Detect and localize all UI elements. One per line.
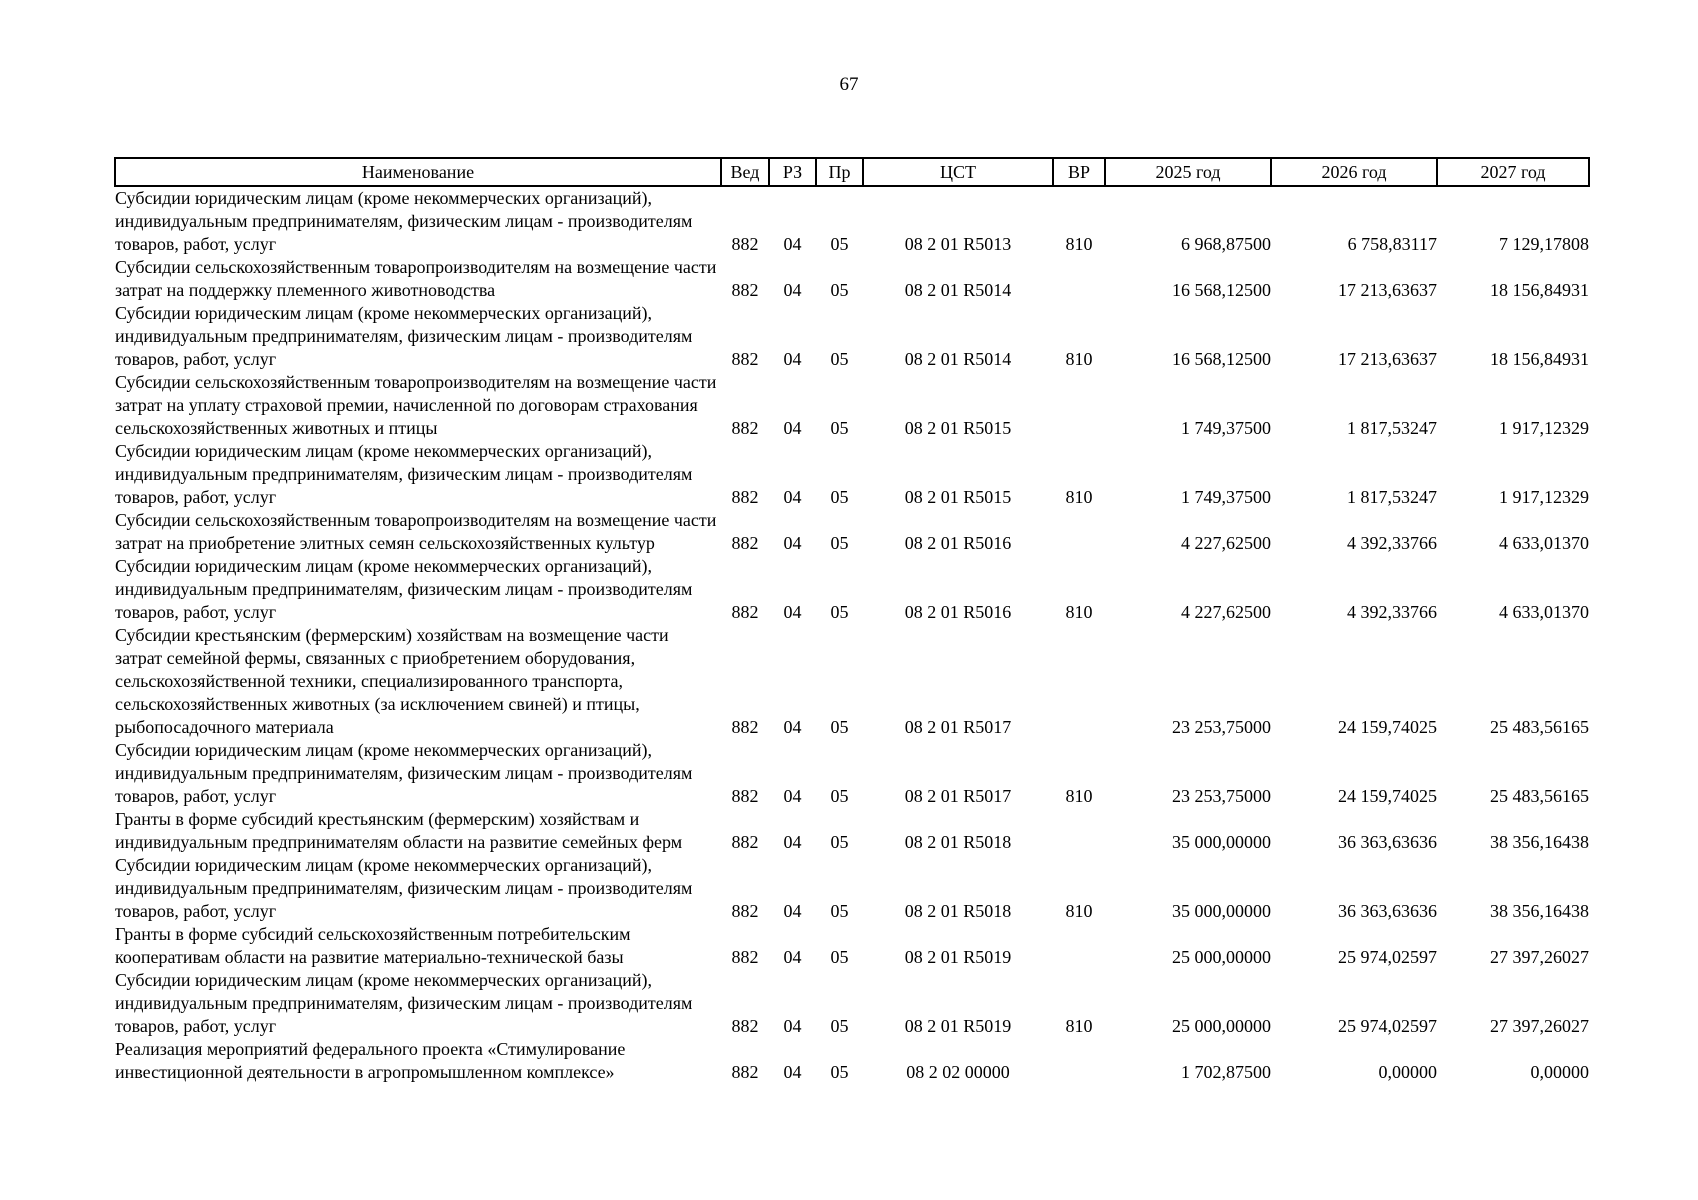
table-row — [115, 371, 1589, 440]
cell-rz: 04 — [783, 349, 802, 369]
cell-vr: 810 — [1065, 349, 1093, 369]
cell-name: Субсидии сельскохозяйственным товаропроизводителям на возмещение части затрат на приобретение элитных семян сельскохозяйственных культур — [115, 510, 717, 553]
cell-rz: 04 — [783, 786, 802, 806]
cell-2025: 35 000,00000 — [1172, 832, 1271, 852]
cell-2025: 35 000,00000 — [1172, 901, 1271, 921]
cell-cst: 08 2 01 R5017 — [904, 786, 1012, 806]
table-row — [115, 186, 1589, 256]
cell-ved: 882 — [731, 1062, 759, 1082]
table-row — [115, 440, 1589, 509]
cell-cst: 08 2 01 R5013 — [904, 234, 1012, 254]
cell-rz: 04 — [783, 901, 802, 921]
table-row — [115, 808, 1589, 854]
cell-2026: 24 159,74025 — [1338, 786, 1437, 806]
cell-2027: 1 917,12329 — [1499, 487, 1589, 507]
cell-2027: 38 356,16438 — [1490, 832, 1589, 852]
cell-pr: 05 — [830, 487, 849, 507]
cell-ved: 882 — [731, 487, 759, 507]
cell-name: Субсидии крестьянским (фермерским) хозяйствам на возмещение части затрат семейной фермы, связанных с приобретением оборудования, сельскохозяйственной техники, специализированного транспорта, сельскохозяйственных животных (за исключением свиней) и птицы, рыбопосадочного материала — [115, 625, 669, 737]
cell-cst: 08 2 01 R5015 — [904, 418, 1012, 438]
budget-table — [114, 157, 1590, 1084]
cell-ved: 882 — [731, 602, 759, 622]
cell-rz: 04 — [783, 418, 802, 438]
cell-2026: 36 363,63636 — [1338, 832, 1437, 852]
cell-name: Субсидии юридическим лицам (кроме некоммерческих организаций), индивидуальным предпринимателям, физическим лицам - производителям товаров, работ, услуг — [115, 556, 693, 622]
cell-ved: 882 — [731, 533, 759, 553]
table-row — [115, 302, 1589, 371]
cell-name: Субсидии юридическим лицам (кроме некоммерческих организаций), индивидуальным предпринимателям, физическим лицам - производителям товаров, работ, услуг — [115, 188, 693, 254]
cell-cst: 08 2 01 R5016 — [904, 533, 1012, 553]
cell-pr: 05 — [830, 1016, 849, 1036]
cell-ved: 882 — [731, 832, 759, 852]
cell-2026: 25 974,02597 — [1338, 1016, 1437, 1036]
cell-2027: 25 483,56165 — [1490, 717, 1589, 737]
cell-cst: 08 2 01 R5015 — [904, 487, 1012, 507]
cell-ved: 882 — [731, 234, 759, 254]
cell-ved: 882 — [731, 901, 759, 921]
cell-2025: 6 968,87500 — [1181, 234, 1271, 254]
cell-rz: 04 — [783, 947, 802, 967]
header-2026: 2026 год — [1271, 158, 1437, 186]
cell-2027: 27 397,26027 — [1490, 1016, 1589, 1036]
cell-rz: 04 — [783, 602, 802, 622]
cell-2026: 17 213,63637 — [1338, 349, 1437, 369]
cell-rz: 04 — [783, 234, 802, 254]
cell-2027: 1 917,12329 — [1499, 418, 1589, 438]
cell-2025: 1 749,37500 — [1181, 418, 1271, 438]
cell-vr: 810 — [1065, 1016, 1093, 1036]
table-row — [115, 969, 1589, 1038]
cell-2026: 4 392,33766 — [1347, 602, 1437, 622]
cell-name: Субсидии юридическим лицам (кроме некоммерческих организаций), индивидуальным предпринимателям, физическим лицам - производителям товаров, работ, услуг — [115, 970, 693, 1036]
cell-2026: 1 817,53247 — [1347, 487, 1437, 507]
cell-2026: 6 758,83117 — [1347, 234, 1437, 254]
cell-ved: 882 — [731, 786, 759, 806]
cell-pr: 05 — [830, 533, 849, 553]
table-body — [115, 186, 1589, 1084]
cell-vr — [1053, 1038, 1105, 1084]
cell-name: Субсидии юридическим лицам (кроме некоммерческих организаций), индивидуальным предпринимателям, физическим лицам - производителям товаров, работ, услуг — [115, 441, 693, 507]
cell-2025: 25 000,00000 — [1172, 1016, 1271, 1036]
cell-name: Субсидии юридическим лицам (кроме некоммерческих организаций), индивидуальным предпринимателям, физическим лицам - производителям товаров, работ, услуг — [115, 303, 693, 369]
cell-2025: 16 568,12500 — [1172, 280, 1271, 300]
table-row — [115, 739, 1589, 808]
cell-vr — [1053, 624, 1105, 739]
cell-name: Гранты в форме субсидий сельскохозяйственным потребительским кооперативам области на развитие материально-технической базы — [115, 924, 631, 967]
cell-2026: 4 392,33766 — [1347, 533, 1437, 553]
cell-vr — [1053, 509, 1105, 555]
cell-pr: 05 — [830, 901, 849, 921]
header-rz: РЗ — [769, 158, 816, 186]
cell-2026: 1 817,53247 — [1347, 418, 1437, 438]
cell-cst: 08 2 01 R5017 — [904, 717, 1012, 737]
cell-cst: 08 2 01 R5014 — [904, 280, 1012, 300]
cell-rz: 04 — [783, 280, 802, 300]
cell-name: Субсидии юридическим лицам (кроме некоммерческих организаций), индивидуальным предпринимателям, физическим лицам - производителям товаров, работ, услуг — [115, 740, 693, 806]
cell-ved: 882 — [731, 280, 759, 300]
cell-cst: 08 2 01 R5019 — [904, 947, 1012, 967]
header-2027: 2027 год — [1437, 158, 1589, 186]
cell-ved: 882 — [731, 1016, 759, 1036]
header-2025: 2025 год — [1105, 158, 1271, 186]
cell-vr: 810 — [1065, 487, 1093, 507]
cell-pr: 05 — [830, 832, 849, 852]
table-row — [115, 923, 1589, 969]
cell-vr — [1053, 923, 1105, 969]
table-row — [115, 854, 1589, 923]
cell-2026: 0,00000 — [1378, 1062, 1437, 1082]
table-row — [115, 624, 1589, 739]
cell-rz: 04 — [783, 717, 802, 737]
header-vr: ВР — [1053, 158, 1105, 186]
cell-2026: 17 213,63637 — [1338, 280, 1437, 300]
cell-2027: 4 633,01370 — [1499, 533, 1589, 553]
cell-name: Гранты в форме субсидий крестьянским (фермерским) хозяйствам и индивидуальным предпринимателям области на развитие семейных ферм — [115, 809, 683, 852]
cell-vr: 810 — [1065, 901, 1093, 921]
cell-pr: 05 — [830, 717, 849, 737]
cell-ved: 882 — [731, 947, 759, 967]
cell-2025: 16 568,12500 — [1172, 349, 1271, 369]
cell-2027: 0,00000 — [1530, 1062, 1589, 1082]
cell-pr: 05 — [830, 786, 849, 806]
cell-cst: 08 2 01 R5016 — [904, 602, 1012, 622]
cell-cst: 08 2 01 R5018 — [904, 901, 1012, 921]
header-name: Наименование — [115, 158, 721, 186]
table-row — [115, 256, 1589, 302]
cell-2027: 4 633,01370 — [1499, 602, 1589, 622]
cell-name: Субсидии сельскохозяйственным товаропроизводителям на возмещение части затрат на уплату страховой премии, начисленной по договорам страхования сельскохозяйственных животных и птицы — [115, 372, 717, 438]
cell-rz: 04 — [783, 1016, 802, 1036]
cell-rz: 04 — [783, 832, 802, 852]
cell-vr: 810 — [1065, 786, 1093, 806]
cell-2025: 4 227,62500 — [1181, 602, 1271, 622]
cell-pr: 05 — [830, 602, 849, 622]
header-pr: Пр — [816, 158, 863, 186]
cell-pr: 05 — [830, 280, 849, 300]
cell-2025: 1 749,37500 — [1181, 487, 1271, 507]
table-row — [115, 509, 1589, 555]
cell-name: Реализация мероприятий федерального проекта «Стимулирование инвестиционной деятельности в агропромышленном комплексе» — [115, 1039, 626, 1082]
cell-vr — [1053, 808, 1105, 854]
cell-cst: 08 2 02 00000 — [906, 1062, 1010, 1082]
cell-2027: 18 156,84931 — [1490, 349, 1589, 369]
header-cst: ЦСТ — [863, 158, 1053, 186]
cell-2027: 18 156,84931 — [1490, 280, 1589, 300]
cell-vr — [1053, 256, 1105, 302]
header-row — [115, 158, 1589, 186]
table-header — [115, 158, 1589, 186]
cell-cst: 08 2 01 R5014 — [904, 349, 1012, 369]
cell-pr: 05 — [830, 234, 849, 254]
cell-2026: 25 974,02597 — [1338, 947, 1437, 967]
table-row — [115, 1038, 1589, 1084]
cell-vr: 810 — [1065, 234, 1093, 254]
cell-cst: 08 2 01 R5019 — [904, 1016, 1012, 1036]
cell-2025: 4 227,62500 — [1181, 533, 1271, 553]
cell-2027: 27 397,26027 — [1490, 947, 1589, 967]
cell-ved: 882 — [731, 418, 759, 438]
header-ved: Вед — [721, 158, 769, 186]
page-number: 67 — [839, 74, 859, 95]
cell-2025: 23 253,75000 — [1172, 786, 1271, 806]
cell-2025: 25 000,00000 — [1172, 947, 1271, 967]
cell-cst: 08 2 01 R5018 — [904, 832, 1012, 852]
cell-pr: 05 — [830, 418, 849, 438]
cell-name: Субсидии юридическим лицам (кроме некоммерческих организаций), индивидуальным предпринимателям, физическим лицам - производителям товаров, работ, услуг — [115, 855, 693, 921]
cell-2027: 25 483,56165 — [1490, 786, 1589, 806]
cell-2027: 7 129,17808 — [1499, 234, 1589, 254]
cell-2027: 38 356,16438 — [1490, 901, 1589, 921]
cell-pr: 05 — [830, 349, 849, 369]
cell-rz: 04 — [783, 1062, 802, 1082]
cell-ved: 882 — [731, 717, 759, 737]
cell-vr — [1053, 371, 1105, 440]
cell-pr: 05 — [830, 1062, 849, 1082]
table-row — [115, 555, 1589, 624]
cell-pr: 05 — [830, 947, 849, 967]
cell-vr: 810 — [1065, 602, 1093, 622]
cell-2025: 1 702,87500 — [1181, 1062, 1271, 1082]
cell-2025: 23 253,75000 — [1172, 717, 1271, 737]
cell-name: Субсидии сельскохозяйственным товаропроизводителям на возмещение части затрат на поддержку племенного животноводства — [115, 257, 717, 300]
cell-rz: 04 — [783, 533, 802, 553]
cell-2026: 24 159,74025 — [1338, 717, 1437, 737]
cell-rz: 04 — [783, 487, 802, 507]
cell-2026: 36 363,63636 — [1338, 901, 1437, 921]
cell-ved: 882 — [731, 349, 759, 369]
